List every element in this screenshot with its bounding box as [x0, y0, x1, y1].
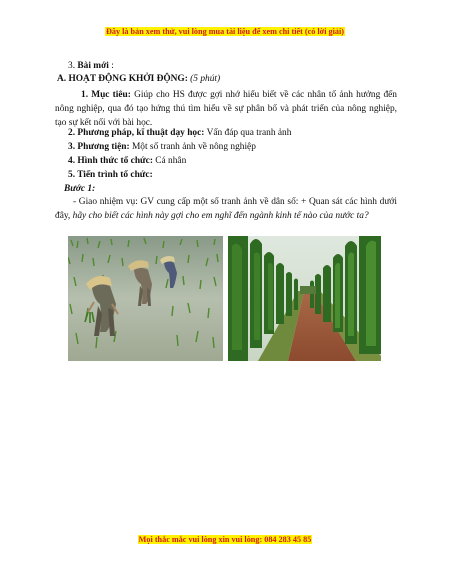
organization-line [68, 156, 186, 167]
preview-banner-text: Đây là bản xem thử, vui lòng mua tài liệu để xem chi tiết (có lời giải) [105, 27, 344, 36]
section-3-colon: : [108, 61, 114, 71]
means-text: Một số tranh ảnh về nông nghiệp [129, 142, 256, 152]
section-a-time: (5 phút) [187, 74, 221, 84]
contact-banner-text: Mọi thắc mắc vui lòng xin vui lòng: 084 283 45 85 [138, 535, 312, 544]
objective-text: Giúp cho HS được gợi nhớ hiểu biết về các nhân tố ảnh hưởng đến nông nghiệp, qua đó tạo hứng thú tìm hiểu về sự phân bố và phát triển của nông nghiệp, tạo sự kết nối với bài học. [55, 90, 397, 128]
section-3-number: 3. [68, 61, 76, 71]
means-label: 3. Phương tiện: [68, 142, 130, 152]
section-3-label: Bài mới [77, 61, 109, 71]
objective-label: 1. Mục tiêu: [81, 90, 131, 100]
task-text: - Giao nhiệm vụ: GV cung cấp một số tranh ảnh về dân số: + Quan sát các hình dưới đây, [55, 197, 397, 221]
organization-text: Cá nhân [152, 156, 187, 166]
pepper-plantation-photo [228, 236, 381, 361]
task-question: hãy cho biết các hình này gợi cho em nghĩ đến ngành kinh tế nào của nước ta? [72, 211, 369, 221]
preview-banner [0, 27, 450, 36]
section-a-label: A. HOẠT ĐỘNG KHỞI ĐỘNG: [57, 74, 188, 84]
section-a-heading [57, 74, 220, 85]
task-paragraph [55, 195, 397, 223]
objective-paragraph [55, 88, 397, 130]
step-1-heading [64, 184, 95, 195]
step-1-label: Bước 1: [64, 184, 96, 194]
process-line [68, 170, 153, 181]
means-line [68, 142, 256, 153]
organization-label: 4. Hình thức tổ chức: [68, 156, 153, 166]
process-label: 5. Tiến trình tổ chức: [68, 170, 153, 180]
rice-planting-photo [68, 236, 223, 361]
methods-label: 2. Phương pháp, kĩ thuật dạy học: [68, 128, 205, 138]
contact-banner [0, 535, 450, 544]
methods-line [68, 128, 291, 139]
section-3-heading [68, 61, 114, 72]
methods-text: Vấn đáp qua tranh ảnh [204, 128, 292, 138]
